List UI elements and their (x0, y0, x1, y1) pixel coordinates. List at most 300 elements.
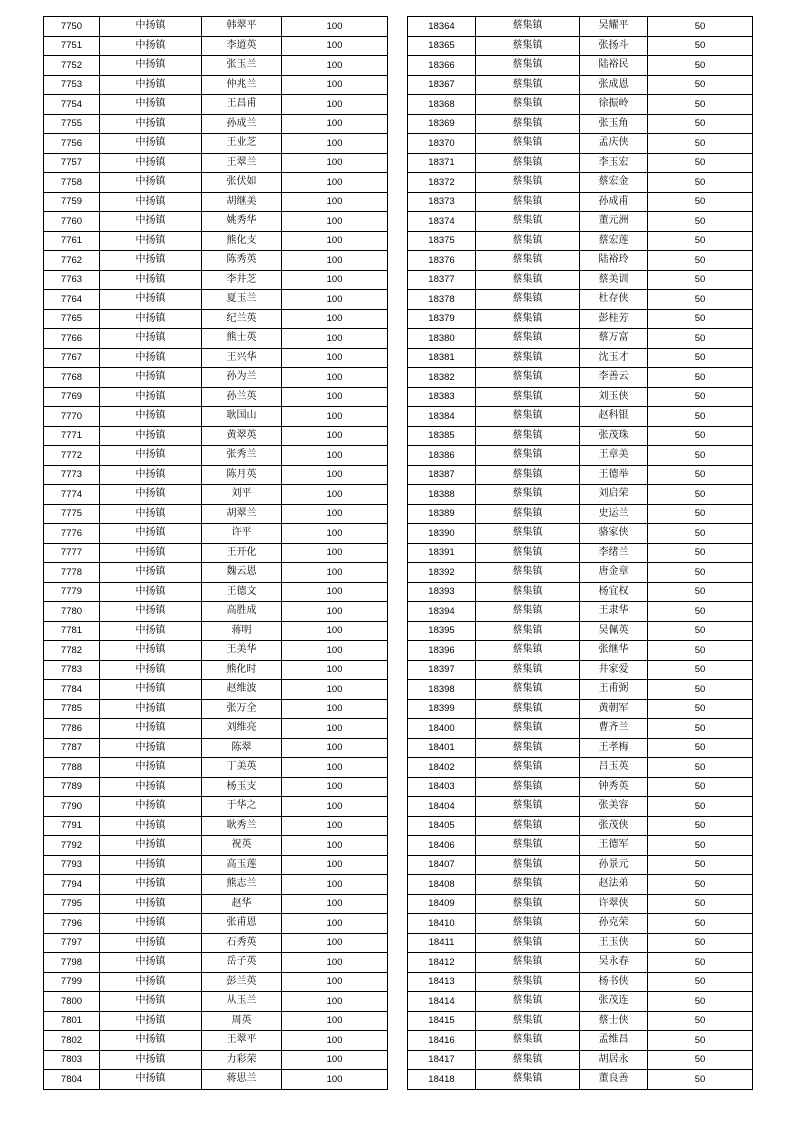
town-cell: 中扬镇 (100, 134, 202, 154)
amount-cell: 50 (648, 368, 753, 388)
town-cell: 中扬镇 (100, 465, 202, 485)
id-cell: 18369 (408, 114, 476, 134)
name-cell: 陈月英 (202, 465, 282, 485)
name-cell: 姚秀华 (202, 212, 282, 232)
name-cell: 唐金章 (580, 563, 648, 583)
name-cell: 许平 (202, 524, 282, 544)
amount-cell: 50 (648, 758, 753, 778)
name-cell: 胡翠兰 (202, 504, 282, 524)
id-cell: 18396 (408, 641, 476, 661)
id-cell: 18375 (408, 231, 476, 251)
name-cell: 孙成甫 (580, 192, 648, 212)
amount-cell: 100 (282, 582, 388, 602)
name-cell: 仲兆兰 (202, 75, 282, 95)
town-cell: 蔡集镇 (476, 192, 580, 212)
amount-cell: 100 (282, 56, 388, 76)
table-row (408, 543, 753, 563)
table-row (408, 680, 753, 700)
name-cell: 蔡万富 (580, 329, 648, 349)
amount-cell: 50 (648, 348, 753, 368)
id-cell: 7769 (44, 387, 100, 407)
table-row (408, 270, 753, 290)
table-row (44, 855, 388, 875)
name-cell: 孙景元 (580, 855, 648, 875)
id-cell: 7779 (44, 582, 100, 602)
table-row (44, 290, 388, 310)
id-cell: 18394 (408, 602, 476, 622)
amount-cell: 100 (282, 407, 388, 427)
id-cell: 7794 (44, 875, 100, 895)
amount-cell: 100 (282, 270, 388, 290)
town-cell: 蔡集镇 (476, 992, 580, 1012)
name-cell: 董良善 (580, 1070, 648, 1090)
town-cell: 中扬镇 (100, 231, 202, 251)
name-cell: 王兴华 (202, 348, 282, 368)
town-cell: 中扬镇 (100, 1011, 202, 1031)
town-cell: 中扬镇 (100, 407, 202, 427)
name-cell: 蔡士侠 (580, 1011, 648, 1031)
table-row (408, 192, 753, 212)
name-cell: 耿国山 (202, 407, 282, 427)
name-cell: 陆裕民 (580, 56, 648, 76)
town-cell: 中扬镇 (100, 563, 202, 583)
amount-cell: 100 (282, 953, 388, 973)
town-cell: 中扬镇 (100, 836, 202, 856)
town-cell: 中扬镇 (100, 270, 202, 290)
id-cell: 7782 (44, 641, 100, 661)
town-cell: 中扬镇 (100, 212, 202, 232)
amount-cell: 50 (648, 75, 753, 95)
name-cell: 力彩荣 (202, 1050, 282, 1070)
table-row (408, 933, 753, 953)
id-cell: 7760 (44, 212, 100, 232)
name-cell: 蔡宏莲 (580, 231, 648, 251)
name-cell: 彭桂芳 (580, 309, 648, 329)
town-cell: 蔡集镇 (476, 387, 580, 407)
name-cell: 赵科银 (580, 407, 648, 427)
amount-cell: 50 (648, 465, 753, 485)
town-cell: 中扬镇 (100, 816, 202, 836)
name-cell: 井家爱 (580, 660, 648, 680)
id-cell: 18406 (408, 836, 476, 856)
id-cell: 18370 (408, 134, 476, 154)
amount-cell: 100 (282, 485, 388, 505)
town-cell: 蔡集镇 (476, 680, 580, 700)
amount-cell: 50 (648, 1070, 753, 1090)
table-row (44, 1070, 388, 1090)
name-cell: 彭兰英 (202, 972, 282, 992)
town-cell: 中扬镇 (100, 777, 202, 797)
name-cell: 石秀英 (202, 933, 282, 953)
town-cell: 蔡集镇 (476, 855, 580, 875)
amount-cell: 50 (648, 602, 753, 622)
amount-cell: 50 (648, 1031, 753, 1051)
name-cell: 张甫恩 (202, 914, 282, 934)
table-row (408, 231, 753, 251)
town-cell: 中扬镇 (100, 153, 202, 173)
id-cell: 7790 (44, 797, 100, 817)
town-cell: 蔡集镇 (476, 231, 580, 251)
town-cell: 蔡集镇 (476, 1031, 580, 1051)
town-cell: 蔡集镇 (476, 758, 580, 778)
id-cell: 18395 (408, 621, 476, 641)
name-cell: 杨玉支 (202, 777, 282, 797)
amount-cell: 100 (282, 719, 388, 739)
amount-cell: 100 (282, 387, 388, 407)
id-cell: 7797 (44, 933, 100, 953)
town-cell: 蔡集镇 (476, 914, 580, 934)
town-cell: 中扬镇 (100, 602, 202, 622)
amount-cell: 100 (282, 758, 388, 778)
table-row (44, 992, 388, 1012)
town-cell: 中扬镇 (100, 719, 202, 739)
id-cell: 18391 (408, 543, 476, 563)
name-cell: 史运兰 (580, 504, 648, 524)
id-cell: 7765 (44, 309, 100, 329)
id-cell: 18385 (408, 426, 476, 446)
amount-cell: 50 (648, 992, 753, 1012)
amount-cell: 100 (282, 641, 388, 661)
town-cell: 蔡集镇 (476, 972, 580, 992)
id-cell: 7764 (44, 290, 100, 310)
table-row (408, 797, 753, 817)
amount-cell: 50 (648, 875, 753, 895)
table-row (44, 270, 388, 290)
name-cell: 韩翠平 (202, 17, 282, 37)
id-cell: 7750 (44, 17, 100, 37)
amount-cell: 100 (282, 173, 388, 193)
amount-cell: 100 (282, 836, 388, 856)
id-cell: 18415 (408, 1011, 476, 1031)
name-cell: 李井芝 (202, 270, 282, 290)
town-cell: 中扬镇 (100, 660, 202, 680)
town-cell: 蔡集镇 (476, 816, 580, 836)
name-cell: 张万全 (202, 699, 282, 719)
id-cell: 7803 (44, 1050, 100, 1070)
name-cell: 蔡宏金 (580, 173, 648, 193)
table-row (44, 738, 388, 758)
id-cell: 7795 (44, 894, 100, 914)
id-cell: 18414 (408, 992, 476, 1012)
id-cell: 18397 (408, 660, 476, 680)
amount-cell: 50 (648, 1050, 753, 1070)
table-row (408, 173, 753, 193)
name-cell: 熊化时 (202, 660, 282, 680)
town-cell: 中扬镇 (100, 446, 202, 466)
town-cell: 蔡集镇 (476, 348, 580, 368)
town-cell: 中扬镇 (100, 582, 202, 602)
town-cell: 中扬镇 (100, 36, 202, 56)
name-cell: 王玉侠 (580, 933, 648, 953)
town-cell: 中扬镇 (100, 621, 202, 641)
amount-cell: 50 (648, 660, 753, 680)
amount-cell: 50 (648, 621, 753, 641)
town-cell: 中扬镇 (100, 797, 202, 817)
table-row (44, 758, 388, 778)
name-cell: 徐振岭 (580, 95, 648, 115)
town-cell: 蔡集镇 (476, 582, 580, 602)
name-cell: 曹齐兰 (580, 719, 648, 739)
amount-cell: 100 (282, 251, 388, 271)
table-row (44, 933, 388, 953)
name-cell: 张秀兰 (202, 446, 282, 466)
amount-cell: 50 (648, 641, 753, 661)
amount-cell: 100 (282, 524, 388, 544)
id-cell: 18386 (408, 446, 476, 466)
town-cell: 中扬镇 (100, 894, 202, 914)
table-row (408, 524, 753, 544)
town-cell: 蔡集镇 (476, 329, 580, 349)
table-row (44, 563, 388, 583)
amount-cell: 50 (648, 485, 753, 505)
name-cell: 胡继美 (202, 192, 282, 212)
amount-cell: 100 (282, 992, 388, 1012)
name-cell: 张扬斗 (580, 36, 648, 56)
amount-cell: 100 (282, 621, 388, 641)
id-cell: 7804 (44, 1070, 100, 1090)
town-cell: 蔡集镇 (476, 933, 580, 953)
amount-cell: 100 (282, 309, 388, 329)
id-cell: 18377 (408, 270, 476, 290)
amount-cell: 50 (648, 855, 753, 875)
name-cell: 王甫弼 (580, 680, 648, 700)
table-row (44, 836, 388, 856)
name-cell: 夏玉兰 (202, 290, 282, 310)
table-row (44, 153, 388, 173)
table-row (44, 894, 388, 914)
amount-cell: 50 (648, 56, 753, 76)
town-cell: 中扬镇 (100, 855, 202, 875)
name-cell: 张玉兰 (202, 56, 282, 76)
table-row (44, 426, 388, 446)
id-cell: 7751 (44, 36, 100, 56)
table-row (408, 777, 753, 797)
amount-cell: 50 (648, 894, 753, 914)
name-cell: 吴耀平 (580, 17, 648, 37)
name-cell: 蒋思兰 (202, 1070, 282, 1090)
id-cell: 7761 (44, 231, 100, 251)
table-row (44, 17, 388, 37)
amount-cell: 50 (648, 816, 753, 836)
town-cell: 蔡集镇 (476, 56, 580, 76)
table-row (408, 75, 753, 95)
amount-cell: 100 (282, 465, 388, 485)
town-cell: 中扬镇 (100, 524, 202, 544)
id-cell: 7791 (44, 816, 100, 836)
town-cell: 中扬镇 (100, 1070, 202, 1090)
table-row (44, 875, 388, 895)
name-cell: 杨宜权 (580, 582, 648, 602)
table-row (408, 36, 753, 56)
amount-cell: 100 (282, 914, 388, 934)
name-cell: 张茂连 (580, 992, 648, 1012)
name-cell: 孟庆侠 (580, 134, 648, 154)
town-cell: 蔡集镇 (476, 621, 580, 641)
town-cell: 中扬镇 (100, 173, 202, 193)
amount-cell: 100 (282, 290, 388, 310)
table-row (408, 407, 753, 427)
name-cell: 王开化 (202, 543, 282, 563)
id-cell: 7801 (44, 1011, 100, 1031)
id-cell: 18412 (408, 953, 476, 973)
table-row (44, 680, 388, 700)
amount-cell: 50 (648, 114, 753, 134)
name-cell: 岳子英 (202, 953, 282, 973)
id-cell: 7776 (44, 524, 100, 544)
id-cell: 18379 (408, 309, 476, 329)
name-cell: 纪兰英 (202, 309, 282, 329)
id-cell: 18409 (408, 894, 476, 914)
name-cell: 沈玉才 (580, 348, 648, 368)
amount-cell: 50 (648, 719, 753, 739)
amount-cell: 50 (648, 212, 753, 232)
id-cell: 7783 (44, 660, 100, 680)
table-row (408, 582, 753, 602)
name-cell: 王业芝 (202, 134, 282, 154)
amount-cell: 100 (282, 231, 388, 251)
id-cell: 7785 (44, 699, 100, 719)
table-row (44, 95, 388, 115)
amount-cell: 50 (648, 387, 753, 407)
name-cell: 赵法弟 (580, 875, 648, 895)
table-row (408, 641, 753, 661)
amount-cell: 100 (282, 797, 388, 817)
table-row (408, 134, 753, 154)
id-cell: 18402 (408, 758, 476, 778)
id-cell: 18393 (408, 582, 476, 602)
name-cell: 杨书侠 (580, 972, 648, 992)
table-row (44, 134, 388, 154)
name-cell: 张茂珠 (580, 426, 648, 446)
amount-cell: 100 (282, 446, 388, 466)
table-row (408, 972, 753, 992)
amount-cell: 50 (648, 582, 753, 602)
name-cell: 高胜成 (202, 602, 282, 622)
id-cell: 18390 (408, 524, 476, 544)
table-row (408, 875, 753, 895)
amount-cell: 100 (282, 348, 388, 368)
table-row (408, 563, 753, 583)
id-cell: 7780 (44, 602, 100, 622)
name-cell: 蒋明 (202, 621, 282, 641)
table-row (44, 446, 388, 466)
id-cell: 7757 (44, 153, 100, 173)
town-cell: 蔡集镇 (476, 173, 580, 193)
name-cell: 王美华 (202, 641, 282, 661)
town-cell: 蔡集镇 (476, 1050, 580, 1070)
amount-cell: 50 (648, 777, 753, 797)
town-cell: 中扬镇 (100, 1031, 202, 1051)
table-row (408, 504, 753, 524)
name-cell: 王孝梅 (580, 738, 648, 758)
table-row (408, 114, 753, 134)
name-cell: 钟秀英 (580, 777, 648, 797)
id-cell: 18399 (408, 699, 476, 719)
amount-cell: 100 (282, 855, 388, 875)
id-cell: 18378 (408, 290, 476, 310)
town-cell: 蔡集镇 (476, 465, 580, 485)
name-cell: 李玉宏 (580, 153, 648, 173)
table-row (408, 17, 753, 37)
table-row (44, 56, 388, 76)
town-cell: 蔡集镇 (476, 797, 580, 817)
id-cell: 7802 (44, 1031, 100, 1051)
id-cell: 18367 (408, 75, 476, 95)
name-cell: 刘平 (202, 485, 282, 505)
table-row (408, 953, 753, 973)
table-row (408, 1031, 753, 1051)
amount-cell: 100 (282, 1070, 388, 1090)
name-cell: 张美容 (580, 797, 648, 817)
table-row (408, 446, 753, 466)
id-cell: 18366 (408, 56, 476, 76)
amount-cell: 50 (648, 543, 753, 563)
id-cell: 7781 (44, 621, 100, 641)
table-row (44, 114, 388, 134)
name-cell: 黄朝军 (580, 699, 648, 719)
name-cell: 吕玉英 (580, 758, 648, 778)
town-cell: 中扬镇 (100, 504, 202, 524)
town-cell: 中扬镇 (100, 56, 202, 76)
id-cell: 18398 (408, 680, 476, 700)
table-row (44, 797, 388, 817)
amount-cell: 50 (648, 914, 753, 934)
table-row (44, 699, 388, 719)
amount-cell: 50 (648, 134, 753, 154)
name-cell: 从玉兰 (202, 992, 282, 1012)
town-cell: 中扬镇 (100, 75, 202, 95)
table-row (44, 972, 388, 992)
id-cell: 7771 (44, 426, 100, 446)
table-row (44, 719, 388, 739)
name-cell: 张继华 (580, 641, 648, 661)
table-row (408, 602, 753, 622)
table-row (408, 1011, 753, 1031)
id-cell: 7788 (44, 758, 100, 778)
town-cell: 蔡集镇 (476, 134, 580, 154)
amount-cell: 100 (282, 212, 388, 232)
table-row (44, 543, 388, 563)
id-cell: 18411 (408, 933, 476, 953)
table-row (44, 641, 388, 661)
id-cell: 7762 (44, 251, 100, 271)
amount-cell: 100 (282, 660, 388, 680)
amount-cell: 100 (282, 75, 388, 95)
amount-cell: 100 (282, 368, 388, 388)
town-cell: 中扬镇 (100, 114, 202, 134)
town-cell: 蔡集镇 (476, 836, 580, 856)
name-cell: 黄翠英 (202, 426, 282, 446)
id-cell: 18408 (408, 875, 476, 895)
name-cell: 王翠平 (202, 1031, 282, 1051)
amount-cell: 100 (282, 134, 388, 154)
town-cell: 中扬镇 (100, 680, 202, 700)
id-cell: 18384 (408, 407, 476, 427)
id-cell: 7758 (44, 173, 100, 193)
table-row (408, 992, 753, 1012)
id-cell: 7784 (44, 680, 100, 700)
town-cell: 蔡集镇 (476, 641, 580, 661)
table-row (408, 660, 753, 680)
town-cell: 中扬镇 (100, 543, 202, 563)
town-cell: 中扬镇 (100, 972, 202, 992)
amount-cell: 100 (282, 816, 388, 836)
name-cell: 孙成兰 (202, 114, 282, 134)
town-cell: 蔡集镇 (476, 660, 580, 680)
table-row (44, 251, 388, 271)
town-cell: 蔡集镇 (476, 368, 580, 388)
amount-cell: 100 (282, 153, 388, 173)
